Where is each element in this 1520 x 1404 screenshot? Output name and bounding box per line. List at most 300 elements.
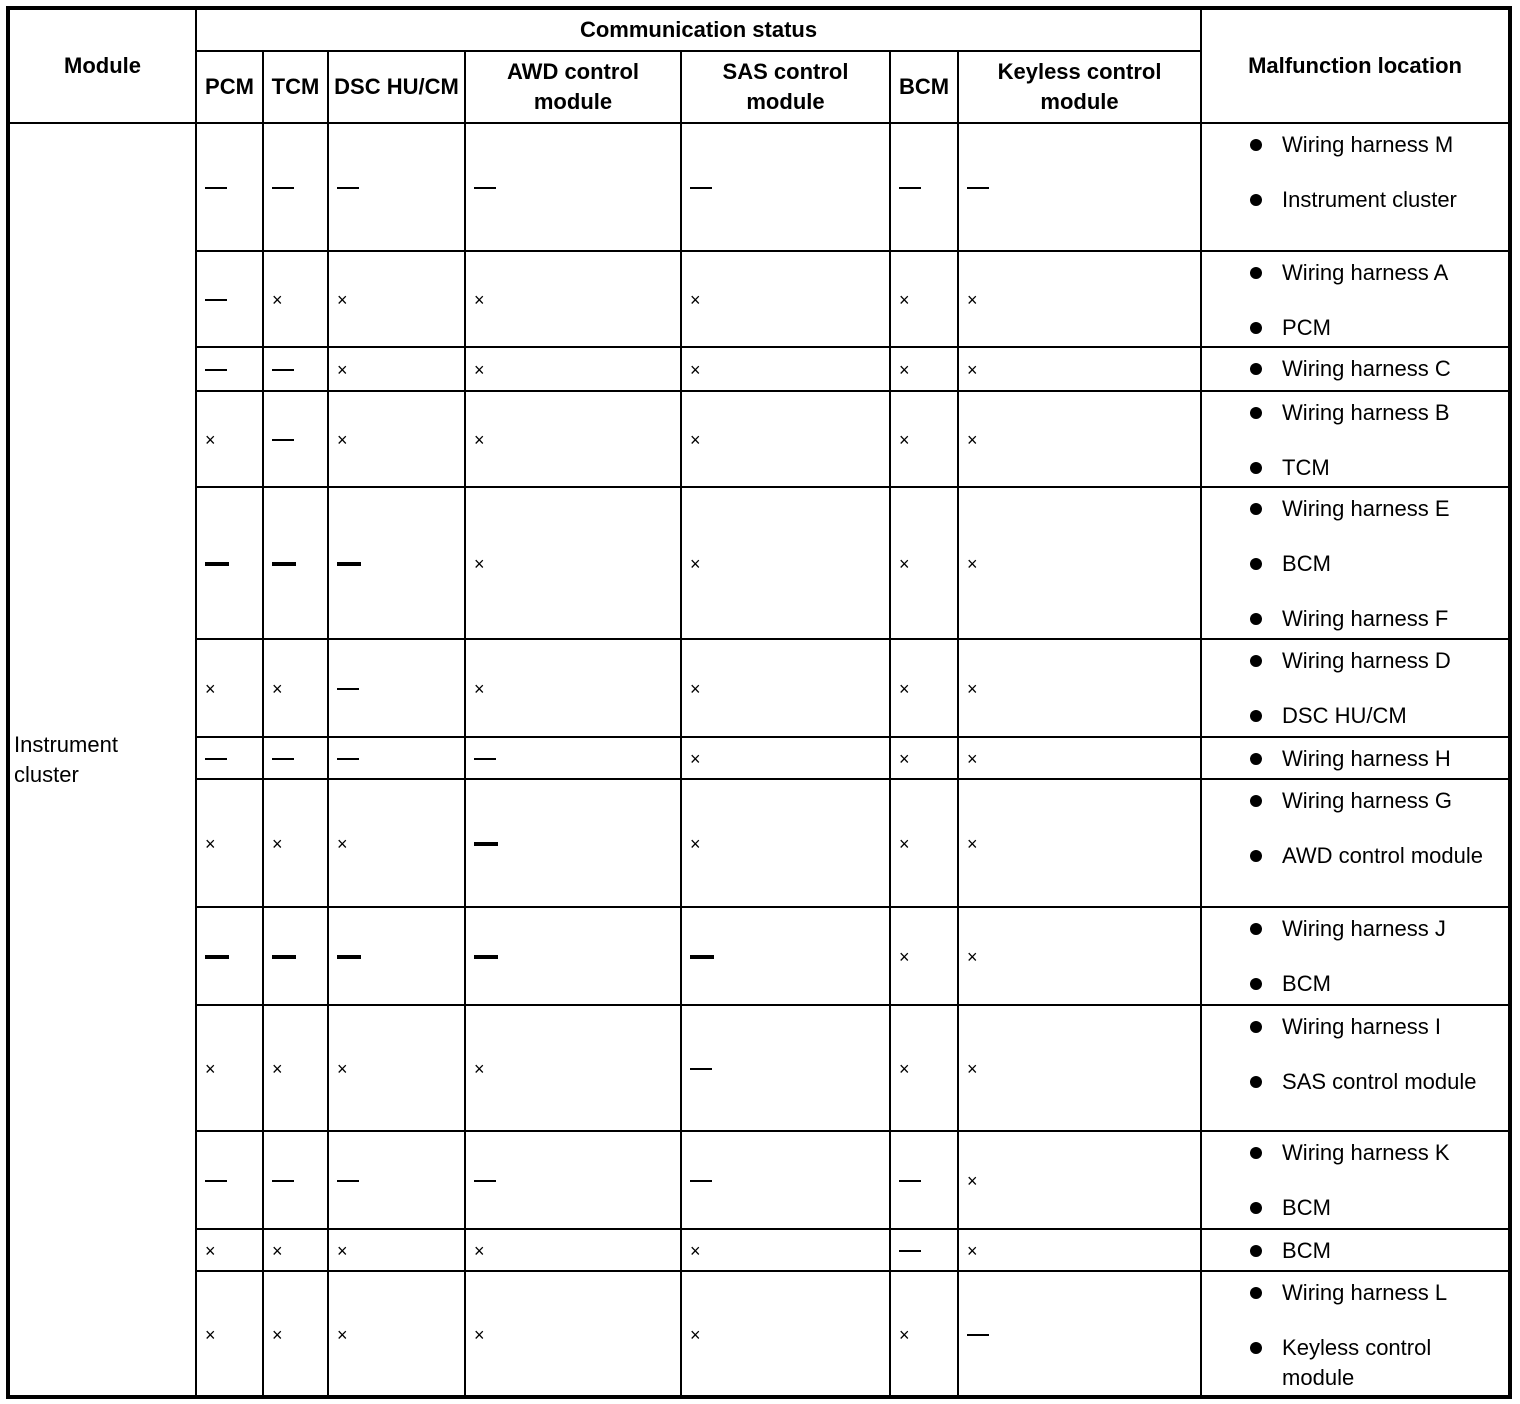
bullet-icon [1250, 1147, 1262, 1159]
status-cell [328, 391, 465, 487]
malfunction-location-list [1202, 398, 1508, 483]
malfunction-mark: × [272, 1324, 283, 1345]
malfunction-location-text: BCM [1282, 1195, 1331, 1220]
malfunction-location-cell [1201, 1005, 1510, 1131]
malfunction-mark: × [337, 1324, 348, 1345]
malfunction-mark: × [337, 834, 348, 855]
header-communication-status: Communication status [196, 8, 1201, 51]
malfunction-mark: × [899, 679, 910, 700]
bullet-icon [1250, 139, 1262, 151]
not-applicable-mark [337, 187, 359, 189]
status-cell [328, 1271, 465, 1397]
status-cell [196, 779, 263, 907]
status-cell [328, 779, 465, 907]
table-row [8, 487, 1510, 639]
table-row [8, 1229, 1510, 1271]
malfunction-location-item [1202, 453, 1508, 483]
status-cell [890, 1229, 958, 1271]
malfunction-location-item [1202, 258, 1508, 288]
status-cell [890, 487, 958, 639]
bullet-icon [1250, 322, 1262, 334]
status-cell [263, 907, 328, 1005]
malfunction-location-cell [1201, 487, 1510, 639]
bullet-icon [1250, 710, 1262, 722]
malfunction-location-cell [1201, 1271, 1510, 1397]
malfunction-mark: × [474, 360, 485, 381]
malfunction-location-list [1202, 744, 1508, 774]
status-cell [681, 123, 890, 251]
not-applicable-mark [474, 842, 498, 846]
status-cell [681, 1131, 890, 1229]
not-applicable-mark [205, 187, 227, 189]
malfunction-location-text: BCM [1282, 1238, 1331, 1263]
status-cell [196, 1005, 263, 1131]
not-applicable-mark [205, 1180, 227, 1182]
status-cell [328, 639, 465, 737]
malfunction-mark: × [899, 290, 910, 311]
status-cell [958, 123, 1201, 251]
malfunction-mark: × [899, 834, 910, 855]
malfunction-mark: × [967, 1241, 978, 1262]
malfunction-location-item [1202, 549, 1508, 579]
status-cell [196, 391, 263, 487]
malfunction-mark: × [337, 1059, 348, 1080]
malfunction-mark: × [899, 947, 910, 968]
malfunction-location-text: Wiring harness C [1282, 356, 1451, 381]
header-pcm: PCM [196, 51, 263, 123]
malfunction-location-item [1202, 701, 1508, 731]
malfunction-location-item [1202, 744, 1508, 774]
module-name-text: Instrument cluster [14, 731, 118, 787]
communication-status-table [6, 6, 1512, 1399]
status-cell [958, 779, 1201, 907]
status-cell [328, 1229, 465, 1271]
malfunction-mark: × [474, 1241, 485, 1262]
status-cell [196, 907, 263, 1005]
header-tcm: TCM [263, 51, 328, 123]
header-dsc-hu-cm: DSC HU/CM [328, 51, 465, 123]
bullet-icon [1250, 1342, 1262, 1354]
table-row [8, 123, 1510, 251]
bullet-icon [1250, 1202, 1262, 1214]
not-applicable-mark [205, 369, 227, 371]
malfunction-location-item [1202, 1333, 1508, 1393]
malfunction-mark: × [272, 290, 283, 311]
malfunction-location-text: Instrument cluster [1282, 187, 1457, 212]
malfunction-mark: × [474, 554, 485, 575]
status-cell [465, 1005, 681, 1131]
malfunction-mark: × [474, 430, 485, 451]
status-cell [263, 487, 328, 639]
malfunction-location-list [1202, 354, 1508, 384]
malfunction-mark: × [899, 360, 910, 381]
malfunction-mark: × [474, 679, 485, 700]
status-cell [263, 737, 328, 779]
status-cell [681, 347, 890, 391]
not-applicable-mark [690, 1180, 712, 1182]
bullet-icon [1250, 978, 1262, 990]
malfunction-mark: × [967, 1171, 978, 1192]
status-cell [465, 737, 681, 779]
status-cell [196, 1271, 263, 1397]
status-cell [958, 1005, 1201, 1131]
status-cell [958, 251, 1201, 347]
malfunction-location-cell [1201, 907, 1510, 1005]
status-cell [465, 347, 681, 391]
malfunction-location-text: BCM [1282, 971, 1331, 996]
not-applicable-mark [337, 758, 359, 760]
table-row [8, 907, 1510, 1005]
not-applicable-mark [272, 955, 296, 959]
malfunction-location-item [1202, 1236, 1508, 1266]
status-cell [328, 487, 465, 639]
malfunction-location-text: Wiring harness F [1282, 606, 1449, 631]
not-applicable-mark [272, 439, 294, 441]
status-cell [958, 347, 1201, 391]
status-cell [890, 737, 958, 779]
status-cell [465, 1271, 681, 1397]
status-cell [958, 1131, 1201, 1229]
status-cell [890, 779, 958, 907]
status-cell [958, 737, 1201, 779]
status-cell [681, 779, 890, 907]
not-applicable-mark [337, 688, 359, 690]
malfunction-location-text: Wiring harness I [1282, 1014, 1441, 1039]
status-cell [465, 391, 681, 487]
malfunction-location-text: Wiring harness H [1282, 746, 1451, 771]
status-cell [263, 251, 328, 347]
malfunction-location-item [1202, 841, 1508, 871]
table-row [8, 1005, 1510, 1131]
bullet-icon [1250, 194, 1262, 206]
malfunction-mark: × [272, 679, 283, 700]
status-cell [681, 639, 890, 737]
not-applicable-mark [272, 187, 294, 189]
malfunction-mark: × [205, 1059, 216, 1080]
malfunction-location-text: Wiring harness M [1282, 132, 1454, 157]
status-cell [465, 487, 681, 639]
malfunction-mark: × [337, 290, 348, 311]
malfunction-mark: × [337, 430, 348, 451]
malfunction-location-item [1202, 130, 1508, 160]
status-cell [890, 639, 958, 737]
malfunction-location-cell [1201, 1131, 1510, 1229]
not-applicable-mark [337, 955, 361, 959]
not-applicable-mark [474, 955, 498, 959]
malfunction-mark: × [967, 679, 978, 700]
status-cell [263, 1005, 328, 1131]
malfunction-mark: × [474, 290, 485, 311]
malfunction-location-item [1202, 1067, 1508, 1097]
status-cell [196, 639, 263, 737]
status-cell [681, 737, 890, 779]
bullet-icon [1250, 462, 1262, 474]
malfunction-location-item [1202, 1278, 1508, 1308]
not-applicable-mark [272, 1180, 294, 1182]
malfunction-location-text: Keyless control module [1282, 1335, 1432, 1390]
status-cell [328, 1131, 465, 1229]
header-sas-control-module: SAS control module [681, 51, 890, 123]
malfunction-mark: × [899, 1324, 910, 1345]
bullet-icon [1250, 407, 1262, 419]
status-cell [890, 347, 958, 391]
bullet-icon [1250, 558, 1262, 570]
malfunction-mark: × [967, 430, 978, 451]
bullet-icon [1250, 1021, 1262, 1033]
not-applicable-mark [474, 1180, 496, 1182]
malfunction-location-list [1202, 914, 1508, 999]
status-cell [263, 1229, 328, 1271]
malfunction-location-list [1202, 1138, 1508, 1223]
table-row [8, 779, 1510, 907]
status-cell [196, 737, 263, 779]
table-body [8, 123, 1510, 1397]
malfunction-mark: × [899, 1059, 910, 1080]
malfunction-location-text: TCM [1282, 455, 1330, 480]
malfunction-location-item [1202, 354, 1508, 384]
status-cell [958, 1229, 1201, 1271]
header-bcm: BCM [890, 51, 958, 123]
malfunction-mark: × [967, 554, 978, 575]
not-applicable-mark [337, 1180, 359, 1182]
not-applicable-mark [272, 758, 294, 760]
malfunction-location-list [1202, 130, 1508, 215]
status-cell [465, 779, 681, 907]
status-cell [263, 779, 328, 907]
not-applicable-mark [205, 758, 227, 760]
table-row [8, 251, 1510, 347]
malfunction-location-text: Wiring harness A [1282, 260, 1449, 285]
header-keyless-control-module: Keyless control module [958, 51, 1201, 123]
malfunction-mark: × [272, 1059, 283, 1080]
malfunction-mark: × [690, 1324, 701, 1345]
not-applicable-mark [272, 562, 296, 566]
status-cell [263, 639, 328, 737]
malfunction-mark: × [690, 834, 701, 855]
malfunction-location-item [1202, 914, 1508, 944]
malfunction-location-list [1202, 1236, 1508, 1266]
not-applicable-mark [474, 187, 496, 189]
malfunction-location-list [1202, 786, 1508, 871]
malfunction-location-text: Wiring harness G [1282, 788, 1452, 813]
malfunction-location-cell [1201, 391, 1510, 487]
malfunction-location-text: Wiring harness D [1282, 648, 1451, 673]
malfunction-location-cell [1201, 251, 1510, 347]
status-cell [958, 487, 1201, 639]
status-cell [890, 1271, 958, 1397]
status-cell [328, 737, 465, 779]
not-applicable-mark [899, 1250, 921, 1252]
table-row [8, 347, 1510, 391]
malfunction-location-item [1202, 398, 1508, 428]
status-cell [328, 907, 465, 1005]
bullet-icon [1250, 1287, 1262, 1299]
not-applicable-mark [967, 187, 989, 189]
status-cell [681, 391, 890, 487]
status-cell [890, 123, 958, 251]
status-cell [958, 391, 1201, 487]
bullet-icon [1250, 267, 1262, 279]
status-cell [681, 1229, 890, 1271]
status-cell [890, 251, 958, 347]
malfunction-mark: × [967, 290, 978, 311]
status-cell [958, 907, 1201, 1005]
bullet-icon [1250, 753, 1262, 765]
status-cell [958, 639, 1201, 737]
status-cell [681, 1005, 890, 1131]
status-cell [263, 1131, 328, 1229]
status-cell [465, 907, 681, 1005]
malfunction-mark: × [690, 554, 701, 575]
malfunction-location-cell [1201, 123, 1510, 251]
malfunction-mark: × [272, 1241, 283, 1262]
not-applicable-mark [205, 562, 229, 566]
malfunction-location-cell [1201, 1229, 1510, 1271]
malfunction-location-text: BCM [1282, 551, 1331, 576]
malfunction-location-text: SAS control module [1282, 1069, 1477, 1094]
status-cell [465, 123, 681, 251]
malfunction-mark: × [205, 679, 216, 700]
malfunction-mark: × [205, 1324, 216, 1345]
bullet-icon [1250, 850, 1262, 862]
bullet-icon [1250, 923, 1262, 935]
malfunction-mark: × [967, 360, 978, 381]
malfunction-location-list [1202, 258, 1508, 343]
status-cell [958, 1271, 1201, 1397]
malfunction-location-text: Wiring harness L [1282, 1280, 1448, 1305]
malfunction-location-text: PCM [1282, 315, 1331, 340]
status-cell [681, 907, 890, 1005]
malfunction-location-list [1202, 1012, 1508, 1097]
table-row [8, 737, 1510, 779]
malfunction-mark: × [205, 430, 216, 451]
status-cell [196, 251, 263, 347]
status-cell [196, 487, 263, 639]
bullet-icon [1250, 363, 1262, 375]
not-applicable-mark [205, 955, 229, 959]
table-row [8, 1131, 1510, 1229]
status-cell [890, 907, 958, 1005]
malfunction-location-cell [1201, 347, 1510, 391]
malfunction-location-cell [1201, 737, 1510, 779]
status-cell [263, 391, 328, 487]
not-applicable-mark [474, 758, 496, 760]
malfunction-location-item [1202, 969, 1508, 999]
not-applicable-mark [272, 369, 294, 371]
not-applicable-mark [690, 1068, 712, 1070]
status-cell [465, 251, 681, 347]
malfunction-location-item [1202, 786, 1508, 816]
malfunction-location-item [1202, 1138, 1508, 1168]
status-cell [263, 1271, 328, 1397]
malfunction-mark: × [690, 749, 701, 770]
status-cell [328, 347, 465, 391]
malfunction-location-text: AWD control module [1282, 843, 1483, 868]
status-cell [465, 1131, 681, 1229]
malfunction-mark: × [690, 679, 701, 700]
malfunction-mark: × [690, 360, 701, 381]
table-row [8, 391, 1510, 487]
not-applicable-mark [205, 299, 227, 301]
status-cell [196, 347, 263, 391]
status-cell [328, 1005, 465, 1131]
status-cell [681, 1271, 890, 1397]
malfunction-mark: × [899, 554, 910, 575]
malfunction-mark: × [205, 1241, 216, 1262]
bullet-icon [1250, 613, 1262, 625]
bullet-icon [1250, 503, 1262, 515]
not-applicable-mark [690, 187, 712, 189]
malfunction-location-item [1202, 494, 1508, 524]
status-cell [465, 639, 681, 737]
status-cell [465, 1229, 681, 1271]
table-row [8, 639, 1510, 737]
status-cell [890, 391, 958, 487]
malfunction-mark: × [474, 1059, 485, 1080]
malfunction-location-item [1202, 185, 1508, 215]
malfunction-mark: × [967, 749, 978, 770]
status-cell [328, 123, 465, 251]
malfunction-location-text: Wiring harness E [1282, 496, 1450, 521]
status-cell [890, 1131, 958, 1229]
not-applicable-mark [899, 187, 921, 189]
malfunction-location-item [1202, 646, 1508, 676]
malfunction-mark: × [899, 430, 910, 451]
malfunction-mark: × [899, 749, 910, 770]
malfunction-location-list [1202, 646, 1508, 731]
malfunction-location-list [1202, 494, 1508, 634]
status-cell [681, 487, 890, 639]
malfunction-mark: × [474, 1324, 485, 1345]
module-name [8, 123, 196, 1397]
not-applicable-mark [899, 1180, 921, 1182]
malfunction-location-cell [1201, 639, 1510, 737]
header-module: Module [8, 8, 196, 123]
status-cell [196, 1131, 263, 1229]
bullet-icon [1250, 1245, 1262, 1257]
malfunction-mark: × [690, 430, 701, 451]
malfunction-location-cell [1201, 779, 1510, 907]
bullet-icon [1250, 795, 1262, 807]
malfunction-location-text: Wiring harness K [1282, 1140, 1450, 1165]
not-applicable-mark [337, 562, 361, 566]
table-row [8, 1271, 1510, 1397]
header-awd-control-module: AWD control module [465, 51, 681, 123]
malfunction-location-text: DSC HU/CM [1282, 703, 1407, 728]
status-cell [196, 123, 263, 251]
malfunction-mark: × [272, 834, 283, 855]
status-cell [681, 251, 890, 347]
malfunction-mark: × [690, 290, 701, 311]
header-malfunction-location: Malfunction location [1201, 8, 1510, 123]
bullet-icon [1250, 655, 1262, 667]
malfunction-location-text: Wiring harness J [1282, 916, 1446, 941]
malfunction-location-item [1202, 1012, 1508, 1042]
status-cell [328, 251, 465, 347]
malfunction-mark: × [967, 947, 978, 968]
bullet-icon [1250, 1076, 1262, 1088]
malfunction-mark: × [690, 1241, 701, 1262]
status-cell [263, 123, 328, 251]
malfunction-mark: × [337, 1241, 348, 1262]
status-cell [196, 1229, 263, 1271]
malfunction-mark: × [967, 834, 978, 855]
malfunction-location-item [1202, 313, 1508, 343]
malfunction-location-text: Wiring harness B [1282, 400, 1450, 425]
malfunction-mark: × [967, 1059, 978, 1080]
not-applicable-mark [967, 1334, 989, 1336]
malfunction-location-list [1202, 1278, 1508, 1393]
